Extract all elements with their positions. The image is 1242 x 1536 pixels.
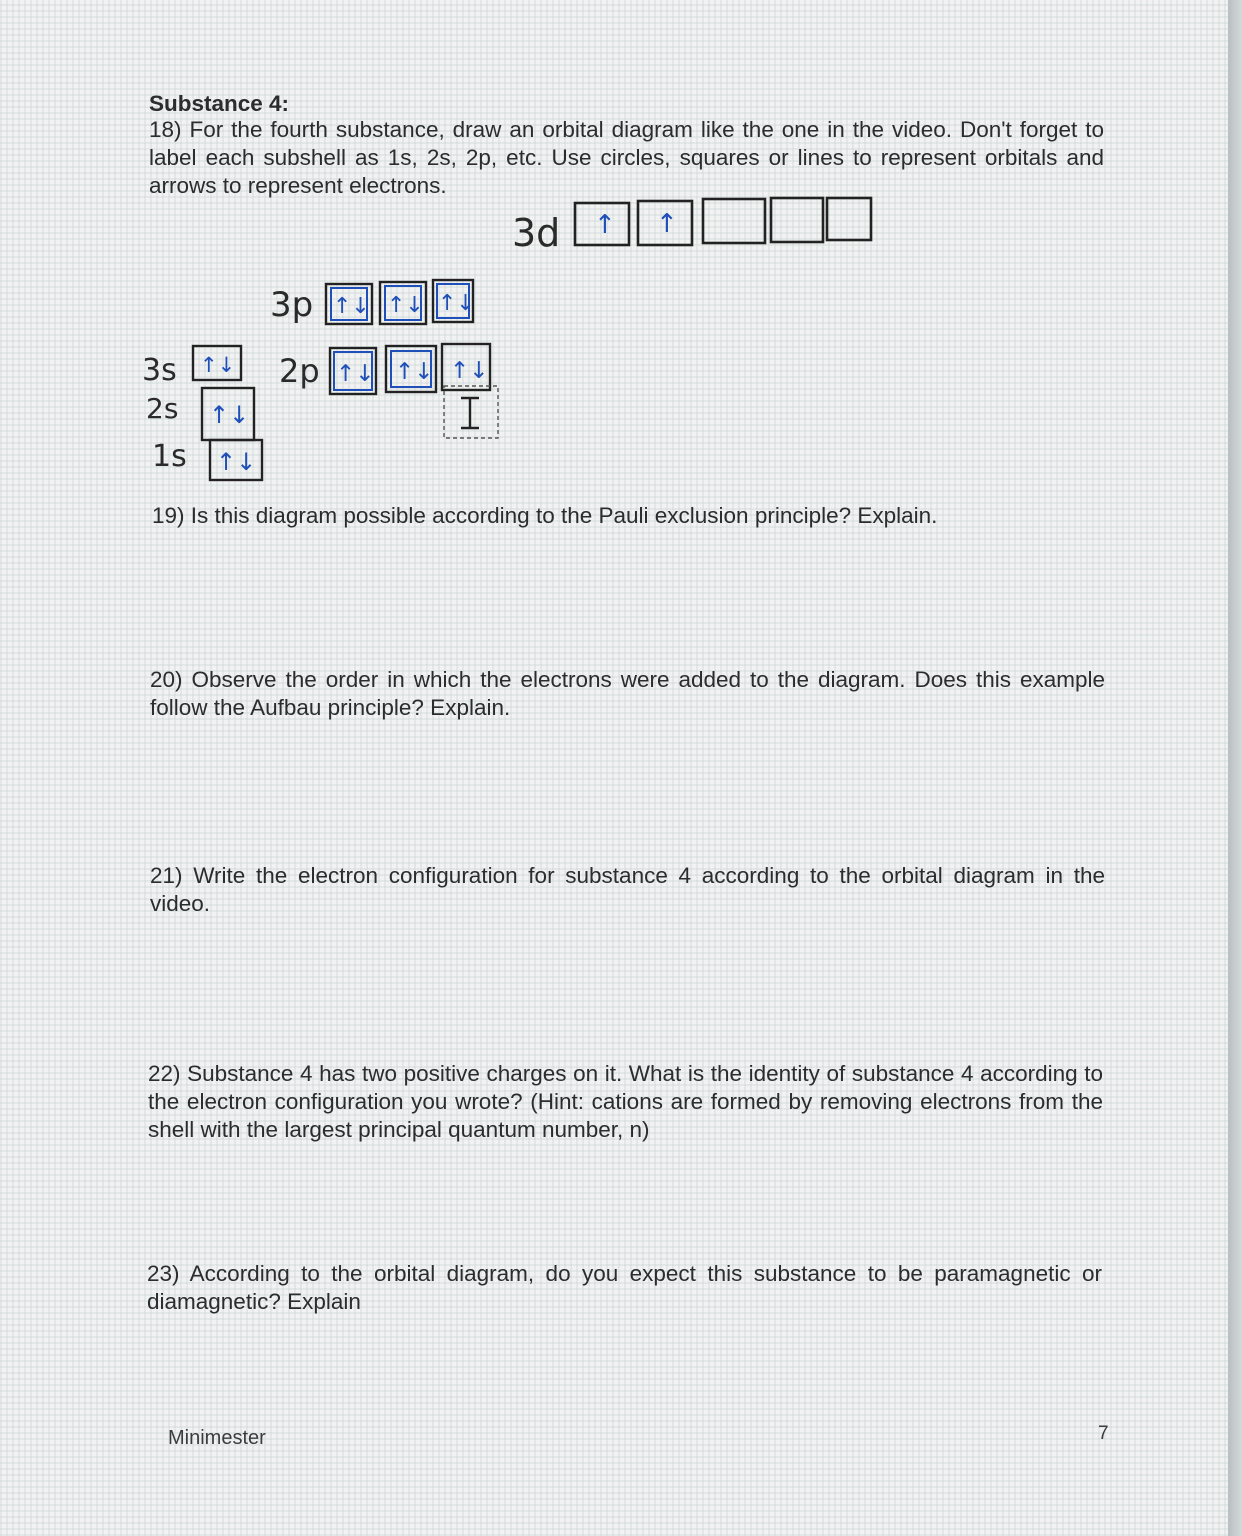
question-18: 18) For the fourth substance, draw an orbital diagram like the one in the video. Don't forget to label each subshell as 1s, 2s, 2p, etc. Use circles, squares or lines to represent orbitals and arrows to represent electrons. [149, 117, 1104, 198]
electron-2p-1: ↑↓ [336, 361, 375, 387]
question-23: 23) According to the orbital diagram, do you expect this substance to be paramagnetic or diamagnetic? Explain [147, 1261, 1102, 1314]
electron-3d-1: ↑ [594, 210, 616, 240]
orbital-box-3d-4 [771, 198, 823, 242]
subshell-label-2p: 2p [279, 352, 320, 390]
electron-3d-2: ↑ [656, 209, 678, 239]
question-22: 22) Substance 4 has two positive charges on it. What is the identity of substance 4 according to the electron configuration you wrote? (Hint: cations are formed by removing electrons from the shell with the largest principal quantum number, n) [148, 1061, 1103, 1142]
subshell-label-1s: 1s [152, 439, 187, 474]
electron-2s: ↑↓ [209, 401, 250, 429]
question-21: 21) Write the electron configuration for substance 4 according to the orbital diagram in the video. [150, 863, 1105, 916]
electron-1s: ↑↓ [216, 448, 257, 476]
question-19: 19) Is this diagram possible according to the Pauli exclusion principle? Explain. [152, 503, 938, 528]
subshell-label-3s: 3s [142, 353, 177, 388]
subshell-label-3p: 3p [270, 285, 314, 325]
electron-3p-3: ↑↓ [438, 291, 475, 316]
electron-2p-2: ↑↓ [395, 359, 434, 385]
page-number: 7 [1098, 1423, 1109, 1444]
electron-2p-3: ↑↓ [450, 358, 489, 384]
subshell-label-2s: 2s [146, 392, 179, 425]
question-20: 20) Observe the order in which the electrons were added to the diagram. Does this example follow the Aufbau principle? Explain. [150, 667, 1105, 720]
orbital-diagram [0, 0, 1242, 520]
electron-3s: ↑↓ [200, 353, 236, 377]
subshell-label-3d: 3d [512, 211, 561, 255]
orbital-box-3d-3 [703, 199, 765, 243]
footer-course-label: Minimester [168, 1427, 266, 1449]
electron-3p-2: ↑↓ [387, 293, 424, 318]
electron-3p-1: ↑↓ [333, 294, 370, 319]
orbital-box-3d-5 [827, 198, 871, 240]
text-cursor-icon [461, 398, 479, 428]
section-heading: Substance 4: [149, 91, 290, 116]
